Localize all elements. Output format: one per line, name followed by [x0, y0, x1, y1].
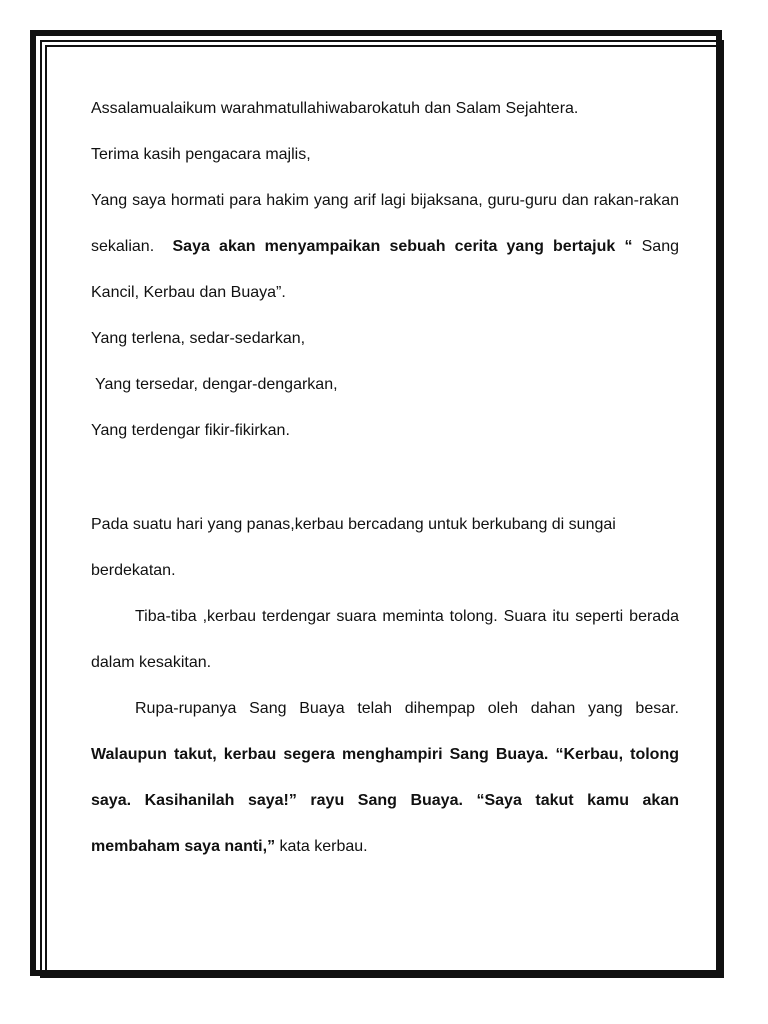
respect-bold-text: Saya akan menyampaikan sebuah cerita yang bertajuk “ — [172, 238, 633, 255]
respect-paragraph — [91, 178, 679, 316]
thanks-line: Terima kasih pengacara majlis, — [91, 146, 311, 163]
story-title: Sang Kancil, Kerbau dan Buaya — [91, 238, 679, 301]
story-p3-text: Rupa-rupanya Sang Buaya telah dihempap oleh dahan yang besar. — [135, 700, 679, 717]
story-paragraph-1: Pada suatu hari yang panas,kerbau bercadang untuk berkubang di sungai berdekatan. — [91, 516, 616, 579]
respect-text: Yang saya hormati para hakim yang arif lagi bijaksana, guru-guru dan rakan-rakan sekalian. — [91, 192, 679, 255]
respect-closing: ”. — [276, 284, 286, 301]
story-p3-ending: kata kerbau. — [279, 838, 368, 855]
story-p3-bold-text: Walaupun takut, kerbau segera menghampiri Sang Buaya. “Kerbau, tolong saya. Kasihanilah saya!” rayu Sang Buaya. “Saya takut kamu akan membaham saya nanti,” — [91, 746, 679, 855]
pantun-line-3: Yang terdengar fikir-fikirkan. — [91, 422, 290, 439]
pantun-line-1: Yang terlena, sedar-sedarkan, — [91, 330, 306, 347]
document-body — [91, 86, 679, 870]
story-paragraph-3 — [91, 686, 679, 870]
pantun-line-2: Yang tersedar, dengar-dengarkan, — [95, 376, 338, 393]
greeting-line: Assalamualaikum warahmatullahiwabarokatuh dan Salam Sejahtera. — [91, 100, 579, 117]
story-paragraph-2: Tiba-tiba ,kerbau terdengar suara meminta tolong. Suara itu seperti berada dalam kesakitan. — [91, 608, 679, 671]
